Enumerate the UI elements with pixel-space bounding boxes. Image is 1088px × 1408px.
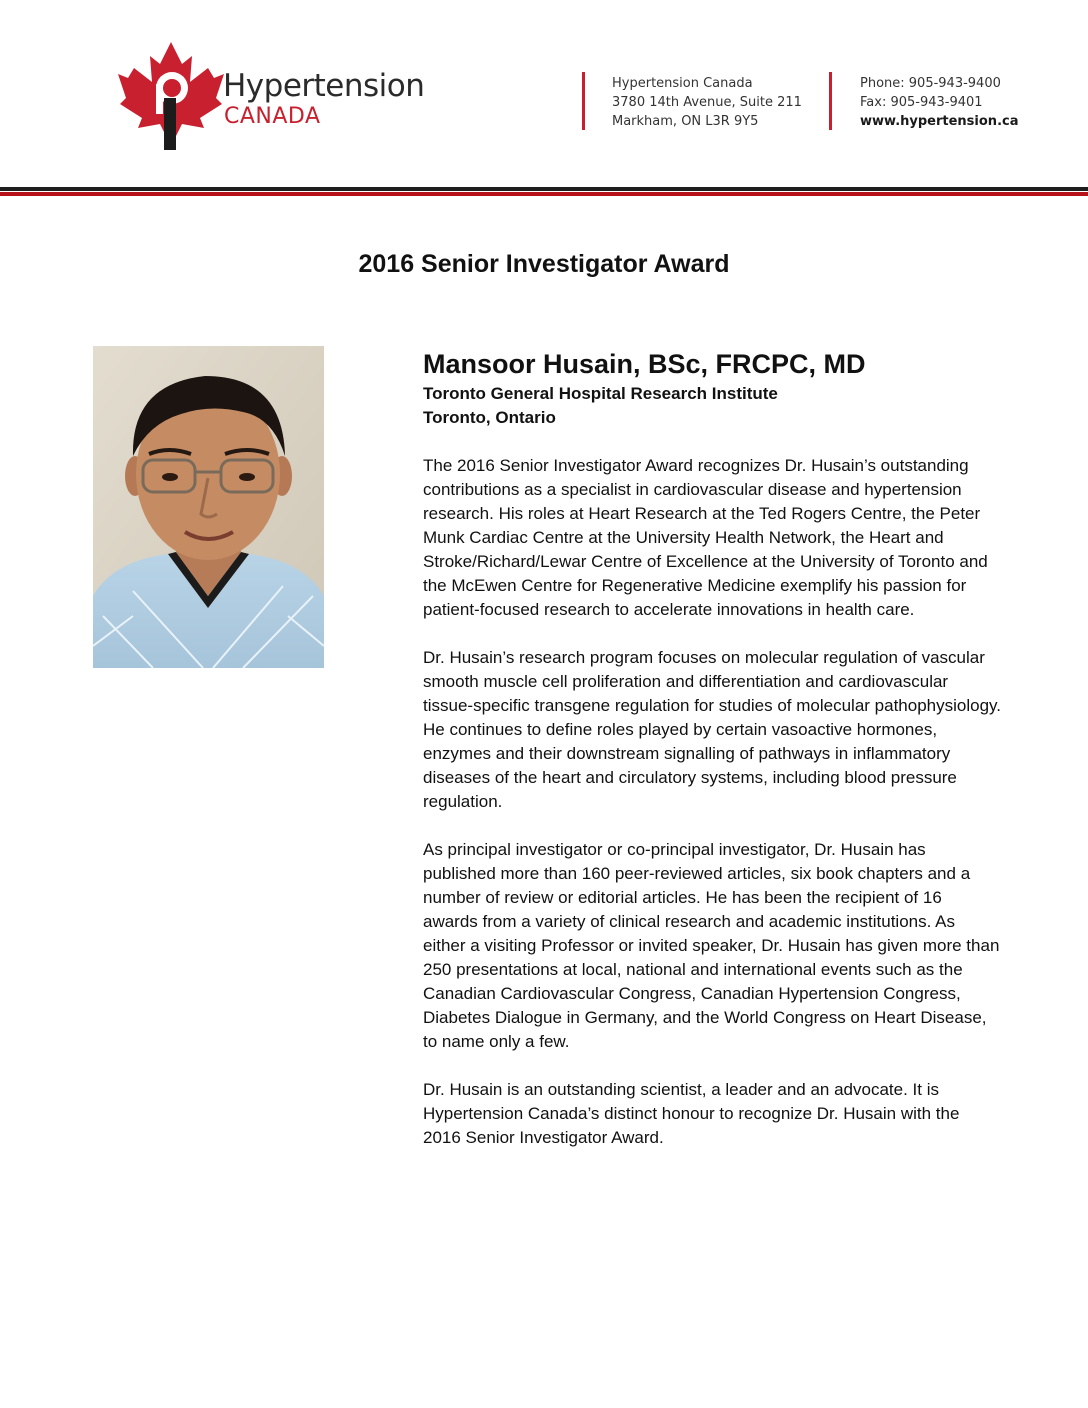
body-paragraph-3: As principal investigator or co-principal investigator, Dr. Husain has published more than 160 peer-reviewed articles, six book chapters and a number of review or editorial articles. He has been the recipient of 16 awards from a variety of clinical research and academic institutions. As either a visiting Professor or invited speaker, Dr. Husain has given more than 250 presentations at local, national and international events such as the Canadian Cardiovascular Congress, Canadian Hypertension Congress, Diabetes Dialogue in Germany, and the World Congress on Heart Disease, to name only a few. (423, 840, 1000, 1051)
body-paragraph-2: Dr. Husain’s research program focuses on molecular regulation of vascular smooth muscle cell proliferation and differentiation and cardiovascular tissue-specific transgene regulation for studies of molecular pathophysiology. He continues to define roles played by certain vasoactive hormones, enzymes and their downstream signalling of pathways in inflammatory diseases of the heart and circulatory systems, including blood pressure regulation. (423, 648, 1001, 811)
logo-word-canada: CANADA (224, 104, 321, 129)
body-paragraph-4: Dr. Husain is an outstanding scientist, a leader and an advocate. It is Hypertension Canada’s distinct honour to recognize Dr. Husain with the 2016 Senior Investigator Award. (423, 1080, 960, 1147)
hypertension-canada-logo (116, 38, 436, 156)
organization-contact (860, 74, 1018, 131)
header-rule-dark (0, 187, 1088, 191)
recipient-name: Mansoor Husain, BSc, FRCPC, MD (423, 349, 866, 379)
portrait-photo-icon (93, 346, 324, 668)
recipient-photo (93, 346, 324, 668)
logo-word-hypertension: Hypertension (223, 68, 425, 104)
award-title: 2016 Senior Investigator Award (358, 250, 730, 278)
fax-number: Fax: 905-943-9401 (860, 95, 983, 110)
address-line-street: 3780 14th Avenue, Suite 211 (612, 95, 802, 110)
address-line-city: Markham, ON L3R 9Y5 (612, 114, 759, 129)
recipient-location: Toronto, Ontario (423, 408, 556, 427)
divider-red-2 (829, 72, 832, 130)
website-link[interactable]: www.hypertension.ca (860, 114, 1019, 129)
phone-number: Phone: 905-943-9400 (860, 76, 1001, 91)
divider-red-1 (582, 72, 585, 130)
recipient-details (423, 346, 1023, 1174)
address-line-organization: Hypertension Canada (612, 76, 753, 91)
header-rule-red (0, 192, 1088, 196)
body-paragraph-1: The 2016 Senior Investigator Award recognizes Dr. Husain’s outstanding contributions as a specialist in cardiovascular disease and hypertension research. His roles at Heart Research at the Ted Rogers Centre, the Peter Munk Cardiac Centre at the University Health Network, the Heart and Stroke/Richard/Lewar Centre of Excellence at the University of Toronto and the McEwen Centre for Regenerative Medicine exemplify his passion for patient-focused research to accelerate innovations in health care. (423, 456, 988, 619)
recipient-institution: Toronto General Hospital Research Institute (423, 384, 778, 403)
maple-leaf-icon (116, 38, 226, 156)
organization-address (612, 74, 802, 131)
